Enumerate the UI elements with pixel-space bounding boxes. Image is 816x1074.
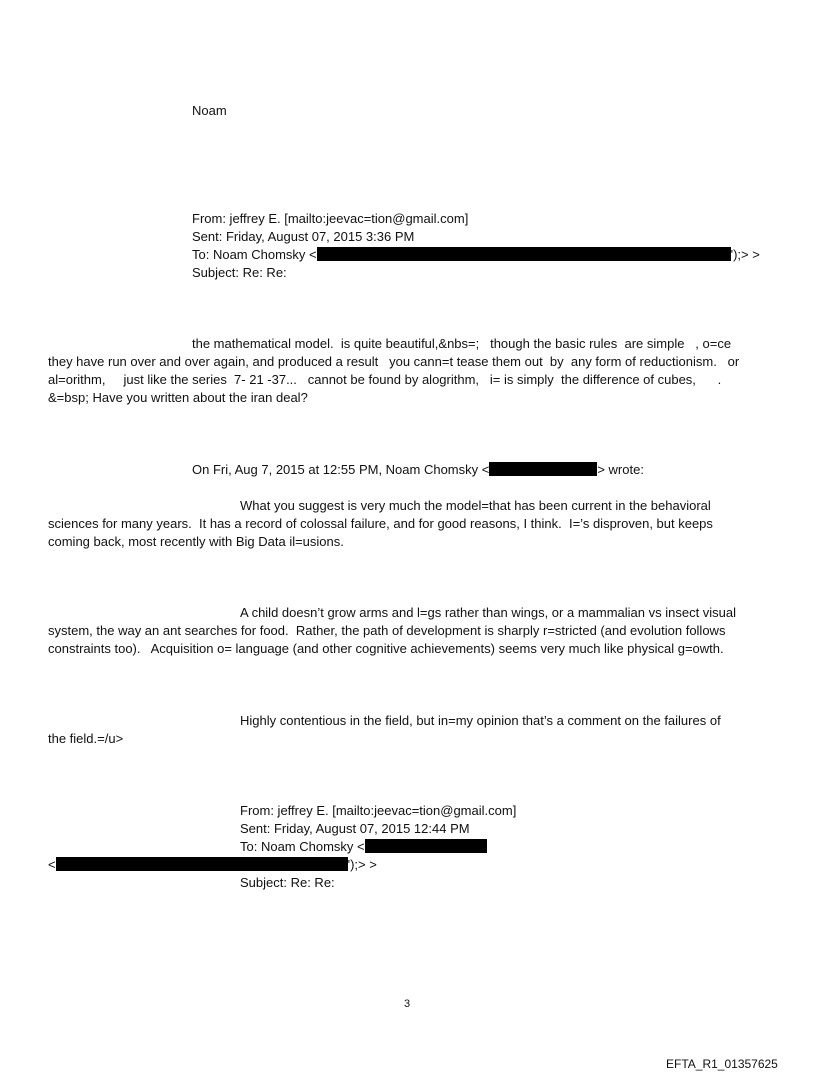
redaction-box	[489, 462, 597, 476]
quoted-line: system, the way an ant searches for food. Rather, the path of development is sharply r=stricted (and evolution follows	[48, 623, 726, 638]
quote-prefix: On Fri, Aug 7, 2015 at 12:55 PM, Noam Chomsky <	[192, 462, 490, 477]
body-line: they have run over and over again, and produced a result you cann=t tease them out by any form of reductionism. or	[48, 354, 740, 369]
quoted-line: Highly contentious in the field, but in=my opinion that’s a comment on the failures of	[240, 713, 721, 728]
body-line: al=orithm, just like the series 7- 21 -37... cannot be found by alogrithm, i= is simply the difference of cubes, .	[48, 372, 722, 387]
signature: Noam	[192, 103, 227, 118]
header-sent: Sent: Friday, August 07, 2015 12:44 PM	[240, 821, 470, 836]
header-subject: Subject: Re: Re:	[240, 875, 335, 890]
quoted-line: What you suggest is very much the model=that has been current in the behavioral	[240, 498, 711, 513]
header-to-cont-prefix: <	[48, 857, 56, 872]
header-to	[240, 838, 487, 856]
quote-suffix: > wrote:	[597, 462, 644, 477]
header-to-prefix: To: Noam Chomsky <	[192, 247, 317, 262]
header-sent: Sent: Friday, August 07, 2015 3:36 PM	[192, 229, 415, 244]
quoted-line: constraints too). Acquisition o= language (and other cognitive achievements) seems very much like physical g=owth.	[48, 641, 724, 656]
header-to-suffix: ');> >	[730, 247, 760, 262]
header-subject: Subject: Re: Re:	[192, 265, 287, 280]
header-to	[192, 246, 760, 264]
redaction-box	[56, 857, 348, 871]
body-line: the mathematical model. is quite beautiful,&nbs=; though the basic rules are simple , o=ce	[192, 336, 732, 351]
page-number: 3	[404, 998, 411, 1010]
header-from: From: jeffrey E. [mailto:jeevac=tion@gmail.com]	[192, 211, 469, 226]
redaction-box	[317, 247, 731, 261]
header-from: From: jeffrey E. [mailto:jeevac=tion@gmail.com]	[240, 803, 517, 818]
quoted-line: coming back, most recently with Big Data il=usions.	[48, 534, 344, 549]
header-to-prefix: To: Noam Chomsky <	[240, 839, 365, 854]
header-to-cont-suffix: ');> >	[347, 857, 377, 872]
quoted-line: the field.=/u>	[48, 731, 124, 746]
quoted-line: A child doesn’t grow arms and l=gs rather than wings, or a mammalian vs insect visual	[240, 605, 737, 620]
header-to-continuation	[48, 856, 377, 874]
quoted-line: sciences for many years. It has a record of colossal failure, and for good reasons, I think. I=’s disproven, but keeps	[48, 516, 713, 531]
document-id: EFTA_R1_01357625	[666, 1057, 778, 1071]
redaction-box	[365, 839, 487, 853]
quote-attribution	[192, 461, 644, 479]
body-line: &=bsp; Have you written about the iran deal?	[48, 390, 308, 405]
